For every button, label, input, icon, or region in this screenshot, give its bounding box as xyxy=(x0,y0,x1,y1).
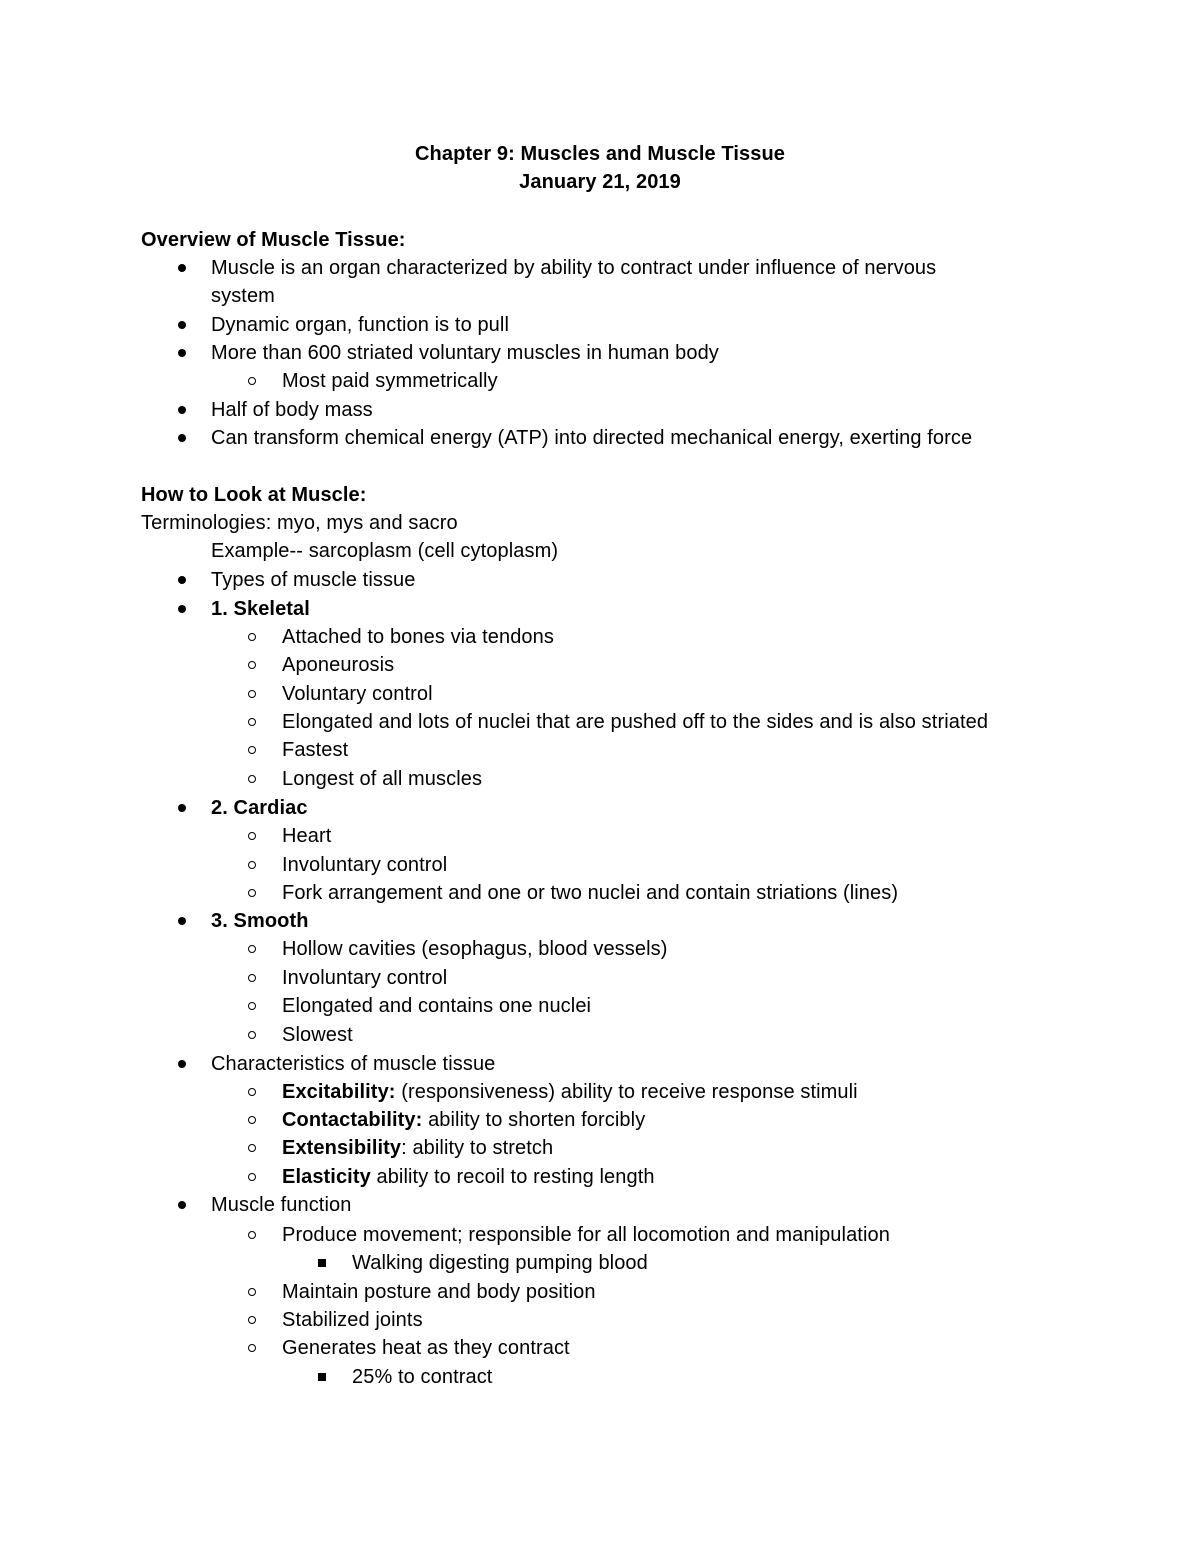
characteristics-title: Characteristics of muscle tissue xyxy=(211,1053,496,1075)
sub-list-item: Longest of all muscles xyxy=(282,768,483,790)
hollow-bullet-icon xyxy=(248,1031,256,1039)
bullet-icon xyxy=(178,321,186,329)
sub-list-item: Produce movement; responsible for all locomotion and manipulation xyxy=(282,1224,890,1246)
look-heading: How to Look at Muscle: xyxy=(141,484,367,506)
list-item: Can transform chemical energy (ATP) into directed mechanical energy, exerting force xyxy=(211,427,973,449)
characteristic-term: Contactability: xyxy=(282,1109,423,1131)
document-date: January 21, 2019 xyxy=(519,171,681,193)
hollow-bullet-icon xyxy=(248,746,256,754)
hollow-bullet-icon xyxy=(248,633,256,641)
sub-sub-list-item: Walking digesting pumping blood xyxy=(352,1252,648,1274)
bullet-icon xyxy=(178,264,186,272)
sub-list-item: Attached to bones via tendons xyxy=(282,626,554,648)
hollow-bullet-icon xyxy=(248,861,256,869)
sub-list-item: Generates heat as they contract xyxy=(282,1337,570,1359)
terminologies-text: Terminologies: myo, mys and sacro xyxy=(141,512,458,534)
hollow-bullet-icon xyxy=(248,1116,256,1124)
characteristic-term: Extensibility xyxy=(282,1137,402,1159)
hollow-bullet-icon xyxy=(248,1144,256,1152)
characteristic-item xyxy=(282,1163,655,1191)
sub-list-item: Most paid symmetrically xyxy=(282,370,498,392)
bullet-icon xyxy=(178,605,186,613)
function-title: Muscle function xyxy=(211,1194,352,1216)
bullet-icon xyxy=(178,434,186,442)
sub-list-item: Involuntary control xyxy=(282,967,448,989)
hollow-bullet-icon xyxy=(248,945,256,953)
hollow-bullet-icon xyxy=(248,718,256,726)
sub-list-item: Elongated and lots of nuclei that are pushed off to the sides and is also striated xyxy=(282,711,989,733)
hollow-bullet-icon xyxy=(248,1173,256,1181)
hollow-bullet-icon xyxy=(248,690,256,698)
document-title: Chapter 9: Muscles and Muscle Tissue xyxy=(414,143,786,165)
list-item: Muscle is an organ characterized by ability to contract under influence of nervous xyxy=(211,257,937,279)
hollow-bullet-icon xyxy=(248,974,256,982)
characteristic-item xyxy=(282,1134,553,1162)
hollow-bullet-icon xyxy=(248,377,256,385)
sub-list-item: Slowest xyxy=(282,1024,353,1046)
hollow-bullet-icon xyxy=(248,775,256,783)
list-item: Half of body mass xyxy=(211,399,373,421)
hollow-bullet-icon xyxy=(248,1344,256,1352)
hollow-bullet-icon xyxy=(248,661,256,669)
bullet-icon xyxy=(178,1201,186,1209)
sub-list-item: Fork arrangement and one or two nuclei and contain striations (lines) xyxy=(282,882,899,904)
square-bullet-icon xyxy=(318,1259,326,1267)
list-item: Dynamic organ, function is to pull xyxy=(211,314,509,336)
sub-list-item: Involuntary control xyxy=(282,854,448,876)
characteristic-item xyxy=(282,1106,645,1134)
hollow-bullet-icon xyxy=(248,1231,256,1239)
bullet-icon xyxy=(178,576,186,584)
sub-list-item: Fastest xyxy=(282,739,349,761)
characteristic-text: : ability to stretch xyxy=(401,1137,554,1159)
characteristic-text: ability to shorten forcibly xyxy=(422,1109,646,1131)
sub-list-item: Hollow cavities (esophagus, blood vessels) xyxy=(282,938,668,960)
smooth-title: 3. Smooth xyxy=(211,910,309,932)
characteristic-term: Elasticity xyxy=(282,1166,371,1188)
sub-list-item: Aponeurosis xyxy=(282,654,395,676)
skeletal-title: 1. Skeletal xyxy=(211,598,310,620)
list-item: Types of muscle tissue xyxy=(211,569,416,591)
hollow-bullet-icon xyxy=(248,889,256,897)
hollow-bullet-icon xyxy=(248,1288,256,1296)
characteristic-term: Excitability: xyxy=(282,1081,396,1103)
characteristic-item xyxy=(282,1078,858,1106)
square-bullet-icon xyxy=(318,1373,326,1381)
characteristic-text: (responsiveness) ability to receive response stimuli xyxy=(395,1081,858,1103)
sub-list-item: Heart xyxy=(282,825,332,847)
hollow-bullet-icon xyxy=(248,1002,256,1010)
list-item-continuation: system xyxy=(211,285,275,307)
sub-sub-list-item: 25% to contract xyxy=(352,1366,493,1388)
list-item: More than 600 striated voluntary muscles in human body xyxy=(211,342,719,364)
hollow-bullet-icon xyxy=(248,1088,256,1096)
sub-list-item: Maintain posture and body position xyxy=(282,1281,596,1303)
example-text: Example-- sarcoplasm (cell cytoplasm) xyxy=(211,540,559,562)
hollow-bullet-icon xyxy=(248,1316,256,1324)
sub-list-item: Stabilized joints xyxy=(282,1309,423,1331)
bullet-icon xyxy=(178,1060,186,1068)
overview-heading: Overview of Muscle Tissue: xyxy=(141,229,406,251)
sub-list-item: Voluntary control xyxy=(282,683,433,705)
bullet-icon xyxy=(178,406,186,414)
characteristic-text: ability to recoil to resting length xyxy=(370,1166,655,1188)
sub-list-item: Elongated and contains one nuclei xyxy=(282,995,592,1017)
bullet-icon xyxy=(178,917,186,925)
cardiac-title: 2. Cardiac xyxy=(211,797,308,819)
bullet-icon xyxy=(178,804,186,812)
bullet-icon xyxy=(178,349,186,357)
hollow-bullet-icon xyxy=(248,832,256,840)
